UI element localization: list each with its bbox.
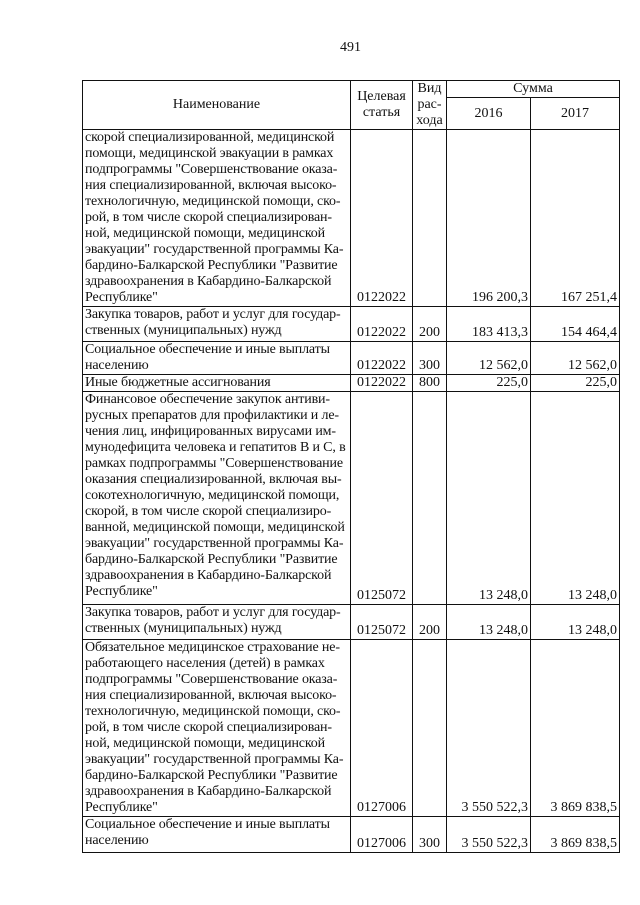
name-line: технологичную, медицинской помощи, ско- — [85, 704, 341, 719]
name-line: Социальное обеспечение и иные выплаты — [85, 342, 330, 357]
name-line: населению — [85, 833, 149, 848]
cell-expense-type: 800 — [413, 375, 447, 392]
name-line: русных препаратов для профилактики и ле- — [85, 408, 339, 423]
cell-name — [83, 605, 351, 640]
name-line: чения лиц, инфицированных вирусами им- — [85, 424, 336, 439]
header-year-2016: 2016 — [447, 98, 531, 130]
cell-sum-2016: 225,0 — [447, 375, 531, 392]
cell-sum-2017: 154 464,4 — [531, 307, 620, 342]
name-line: эвакуации" государственной программы Ка- — [85, 242, 344, 257]
table-row — [83, 605, 620, 640]
name-line: населению — [85, 358, 149, 373]
name-line: эвакуации" государственной программы Ка- — [85, 752, 344, 767]
name-line: оказания специализированной, включая вы- — [85, 472, 342, 487]
cell-sum-2016: 12 562,0 — [447, 342, 531, 375]
header-year-2017: 2017 — [531, 98, 620, 130]
header-target-article-line: Целевая — [357, 89, 406, 104]
name-line: бардино-Балкарской Республики "Развитие — [85, 258, 338, 273]
table-body — [83, 130, 620, 853]
name-line: бардино-Балкарской Республики "Развитие — [85, 552, 338, 567]
name-line: Республике" — [85, 800, 158, 815]
cell-expense-type — [413, 640, 447, 817]
cell-expense-type: 300 — [413, 342, 447, 375]
header-name: Наименование — [83, 81, 351, 130]
name-line: технологичную, медицинской помощи, ско- — [85, 194, 341, 209]
name-line: ственных (муниципальных) нужд — [85, 323, 282, 338]
cell-target-article: 0125072 — [351, 392, 413, 605]
name-line: Финансовое обеспечение закупок антиви- — [85, 392, 330, 407]
name-line: Социальное обеспечение и иные выплаты — [85, 817, 330, 832]
table-header — [83, 81, 620, 130]
cell-target-article: 0122022 — [351, 375, 413, 392]
name-line: подпрограммы "Совершенствование оказа- — [85, 162, 338, 177]
name-line: ванной, медицинской помощи, медицинской — [85, 520, 345, 535]
cell-sum-2016: 183 413,3 — [447, 307, 531, 342]
cell-expense-type: 300 — [413, 817, 447, 853]
cell-target-article: 0122022 — [351, 130, 413, 307]
name-line: рой, в том числе скорой специализирован- — [85, 720, 332, 735]
name-line: ственных (муниципальных) нужд — [85, 621, 282, 636]
name-line: рамках подпрограммы "Совершенствование — [85, 456, 343, 471]
name-line: рой, в том числе скорой специализирован- — [85, 210, 332, 225]
name-line: здравоохранения в Кабардино-Балкарской — [85, 274, 332, 289]
cell-target-article: 0127006 — [351, 640, 413, 817]
table-row — [83, 130, 620, 307]
cell-expense-type — [413, 130, 447, 307]
page-number: 491 — [340, 40, 361, 55]
header-target-article — [351, 81, 413, 130]
name-line: бардино-Балкарской Республики "Развитие — [85, 768, 338, 783]
header-target-article-line: статья — [362, 105, 401, 120]
name-line: ной, медицинской помощи, медицинской — [85, 736, 325, 751]
name-line: Республике" — [85, 584, 158, 599]
table-row — [83, 307, 620, 342]
budget-table — [82, 80, 620, 853]
cell-sum-2017: 12 562,0 — [531, 342, 620, 375]
cell-name — [83, 392, 351, 605]
cell-name — [83, 640, 351, 817]
table-row — [83, 640, 620, 817]
header-sum: Сумма — [447, 81, 620, 98]
cell-target-article: 0127006 — [351, 817, 413, 853]
cell-sum-2016: 3 550 522,3 — [447, 640, 531, 817]
cell-sum-2017: 167 251,4 — [531, 130, 620, 307]
cell-target-article: 0122022 — [351, 342, 413, 375]
cell-sum-2016: 13 248,0 — [447, 605, 531, 640]
name-line: Республике" — [85, 290, 158, 305]
name-line: скорой специализированной, медицинской — [85, 130, 335, 145]
name-line: подпрограммы "Совершенствование оказа- — [85, 672, 338, 687]
header-expense-type-line: рас- — [417, 97, 442, 112]
cell-sum-2017: 3 869 838,5 — [531, 640, 620, 817]
cell-sum-2016: 196 200,3 — [447, 130, 531, 307]
cell-expense-type: 200 — [413, 605, 447, 640]
table-row — [83, 817, 620, 853]
cell-name — [83, 817, 351, 853]
header-expense-type-line: хода — [416, 113, 443, 128]
cell-name — [83, 307, 351, 342]
table-row — [83, 375, 620, 392]
name-line: ния специализированной, включая высоко- — [85, 178, 337, 193]
cell-target-article: 0125072 — [351, 605, 413, 640]
cell-sum-2017: 13 248,0 — [531, 605, 620, 640]
cell-expense-type: 200 — [413, 307, 447, 342]
name-line: ния специализированной, включая высоко- — [85, 688, 337, 703]
name-line: помощи, медицинской эвакуации в рамках — [85, 146, 334, 161]
cell-target-article: 0122022 — [351, 307, 413, 342]
name-line: Закупка товаров, работ и услуг для государ- — [85, 605, 341, 620]
name-line: здравоохранения в Кабардино-Балкарской — [85, 784, 332, 799]
name-line: эвакуации" государственной программы Ка- — [85, 536, 344, 551]
cell-sum-2016: 13 248,0 — [447, 392, 531, 605]
header-expense-type — [413, 81, 447, 130]
table-row — [83, 392, 620, 605]
name-line: сокотехнологичную, медицинской помощи, — [85, 488, 340, 503]
cell-name — [83, 342, 351, 375]
table-row — [83, 342, 620, 375]
name-line: мунодефицита человека и гепатитов В и С, в — [85, 440, 346, 455]
cell-expense-type — [413, 392, 447, 605]
cell-sum-2016: 3 550 522,3 — [447, 817, 531, 853]
name-line: ной, медицинской помощи, медицинской — [85, 226, 325, 241]
cell-sum-2017: 225,0 — [531, 375, 620, 392]
name-line: Иные бюджетные ассигнования — [85, 375, 271, 390]
name-line: здравоохранения в Кабардино-Балкарской — [85, 568, 332, 583]
cell-name — [83, 130, 351, 307]
cell-sum-2017: 13 248,0 — [531, 392, 620, 605]
name-line: Закупка товаров, работ и услуг для государ- — [85, 307, 341, 322]
cell-name — [83, 375, 351, 392]
header-expense-type-line: Вид — [417, 81, 442, 96]
name-line: Обязательное медицинское страхование не- — [85, 640, 340, 655]
name-line: скорой, в том числе скорой специализиро- — [85, 504, 332, 519]
cell-sum-2017: 3 869 838,5 — [531, 817, 620, 853]
name-line: работающего населения (детей) в рамках — [85, 656, 325, 671]
